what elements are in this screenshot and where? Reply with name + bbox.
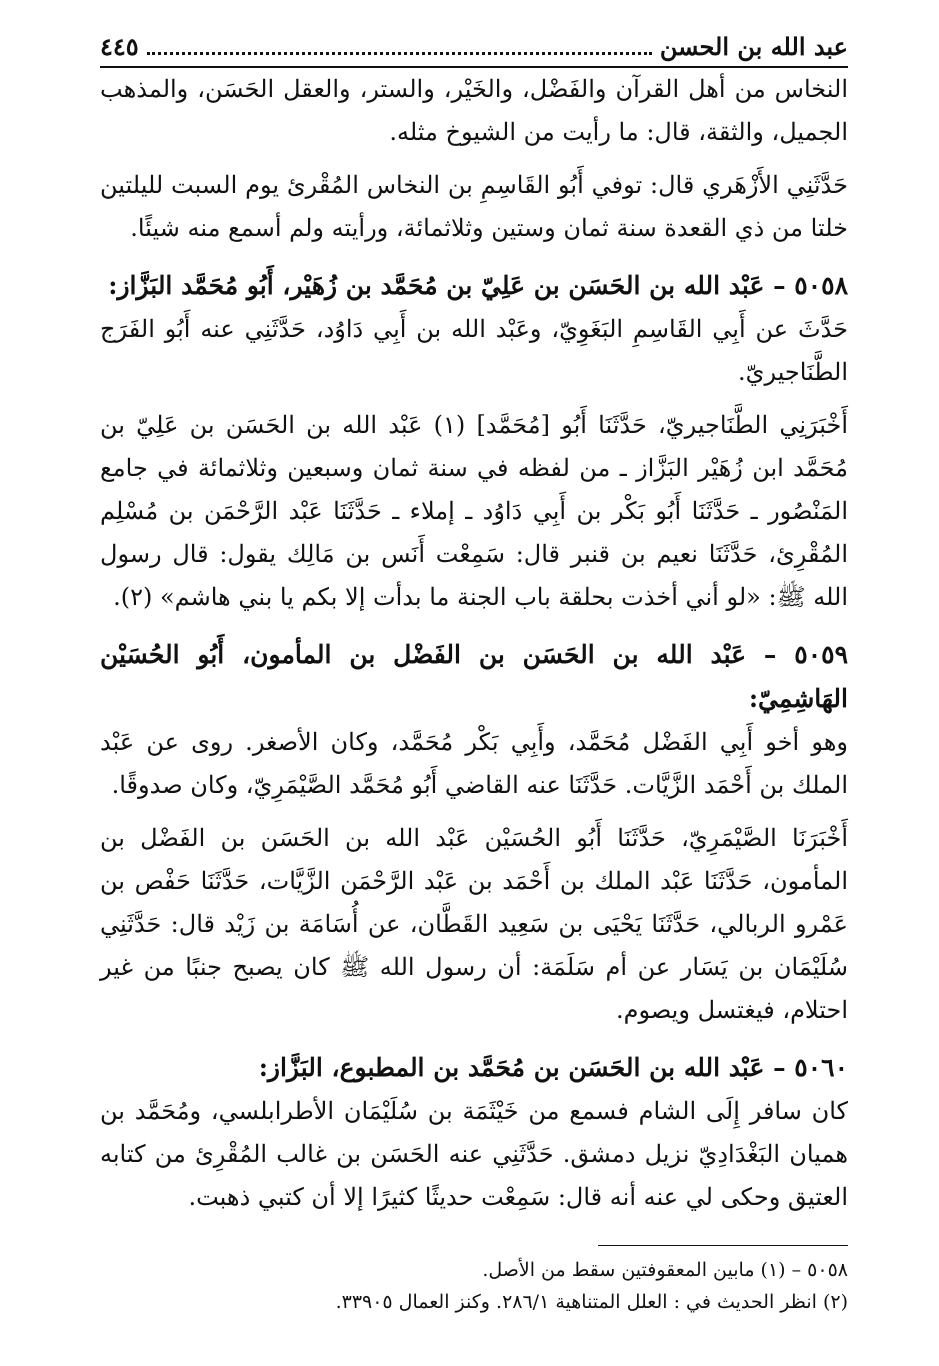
entry-heading-5060: ٥٠٦٠ – عَبْد الله بن الحَسَن بن مُحَمَّد بن المطبوع، البَزَّاز: — [258, 1053, 848, 1082]
paragraph: أَخْبَرَنِي الطَّنَاجيريّ، حَدَّثَنَا أَبُو [مُحَمَّد] (١) عَبْد الله بن الحَسَن بن عَلِيّ بن مُحَمَّد ابن زُهَيْر البَزَّاز ـ من لفظه في سنة ثمان وسبعين وثلاثمائة في جامع المَنْصُور ـ حَدَّثَنَا أَبُو بَكْر بن أَبِي دَاوُد ـ إملاء ـ حَدَّثَنَا عَبْد الرَّحْمَن بن مُسْلِم المُقْرِئ، حَدَّثَنَا نعيم بن قنبر قال: سَمِعْت أَنَس بن مَالِك يقول: قال رسول الله ﷺ: «لو أني أخذت بحلقة باب الجنة ما بدأت إلا بكم يا بني هاشم» (٢). — [100, 411, 848, 611]
paragraph: النخاس من أهل القرآن والفَضْل، والخَيْر، والستر، والعقل الحَسَن، والمذهب الجميل، والثقة، قال: ما رأيت من الشيوخ مثله. — [100, 75, 849, 146]
header-dot-leader — [147, 38, 652, 55]
footnotes — [100, 1254, 848, 1318]
footnote: ٥٠٥٨ – (١) مابين المعقوفتين سقط من الأصل. — [482, 1259, 848, 1281]
page-number: ٤٤٥ — [100, 31, 139, 61]
footnote: (٢) انظر الحديث في : العلل المتناهية ٢٨٦/١. وكنز العمال ٣٣٩٠٥. — [335, 1291, 848, 1313]
paragraph: حَدَّثَ عن أَبِي القَاسِمِ البَغَوِيّ، وعَبْد الله بن أَبِي دَاوُد، حَدَّثَنِي عنه أَبُو الفَرَج الطَّنَاجيريّ. — [100, 315, 848, 386]
header-title: عبد الله بن الحسن — [659, 31, 848, 61]
paragraph: حَدَّثَنِي الأَزْهَري قال: توفي أَبُو القَاسِمِ بن النخاس المُقْرئ يوم السبت لليلتين خلتا من ذي القعدة سنة ثمان وستين وثلاثمائة، ورأيته ولم أسمع منه شيئًا. — [100, 171, 848, 242]
paragraph: وهو أخو أَبِي الفَضْل مُحَمَّد، وأَبِي بَكْر مُحَمَّد، وكان الأصغر. روى عن عَبْد الملك بن أَحْمَد الزَّيَّات. حَدَّثَنَا عنه القاضي أَبُو مُحَمَّد الصَّيْمَرِيّ، وكان صدوقًا. — [100, 728, 848, 799]
entry-heading-5059: ٥٠٥٩ – عَبْد الله بن الحَسَن بن الفَضْل بن المأمون، أَبُو الحُسَيْن الهَاشِمِيّ: — [100, 640, 848, 713]
running-header — [100, 28, 848, 64]
paragraph: أَخْبَرَنَا الصَّيْمَرِيّ، حَدَّثَنَا أَبُو الحُسَيْن عَبْد الله بن الحَسَن بن الفَضْل بن المأمون، حَدَّثَنَا عَبْد الملك بن أَحْمَد بن عَبْد الرَّحْمَن الزَّيَّات، حَدَّثَنَا حَفْص بن عَمْرو الربالي، حَدَّثَنَا يَحْيَى بن سَعِيد القَطَّان، عن أُسَامَة بن زَيْد قال: حَدَّثَنِي سُلَيْمَان بن يَسَار عن أم سَلَمَة: أن رسول الله ﷺ كان يصبح جنبًا من غير احتلام، فيغتسل ويصوم. — [100, 824, 848, 1024]
footnote-separator — [598, 1245, 848, 1246]
paragraph: كان سافر إِلَى الشام فسمع من خَيْثَمَة بن سُلَيْمَان الأطرابلسي، ومُحَمَّد بن هميان البَغْدَادِيّ نزيل دمشق. حَدَّثَنِي عنه الحَسَن بن غالب المُقْرِئ من كتابه العتيق وحكى لي عنه أنه قال: سَمِعْت حديثًا كثيرًا إلا أن كتبي ذهبت. — [100, 1097, 848, 1211]
page — [100, 28, 848, 1318]
entry-heading-5058: ٥٠٥٨ – عَبْد الله بن الحَسَن بن عَلِيّ بن مُحَمَّد بن زُهَيْر، أَبُو مُحَمَّد البَزَّاز: — [108, 271, 848, 300]
